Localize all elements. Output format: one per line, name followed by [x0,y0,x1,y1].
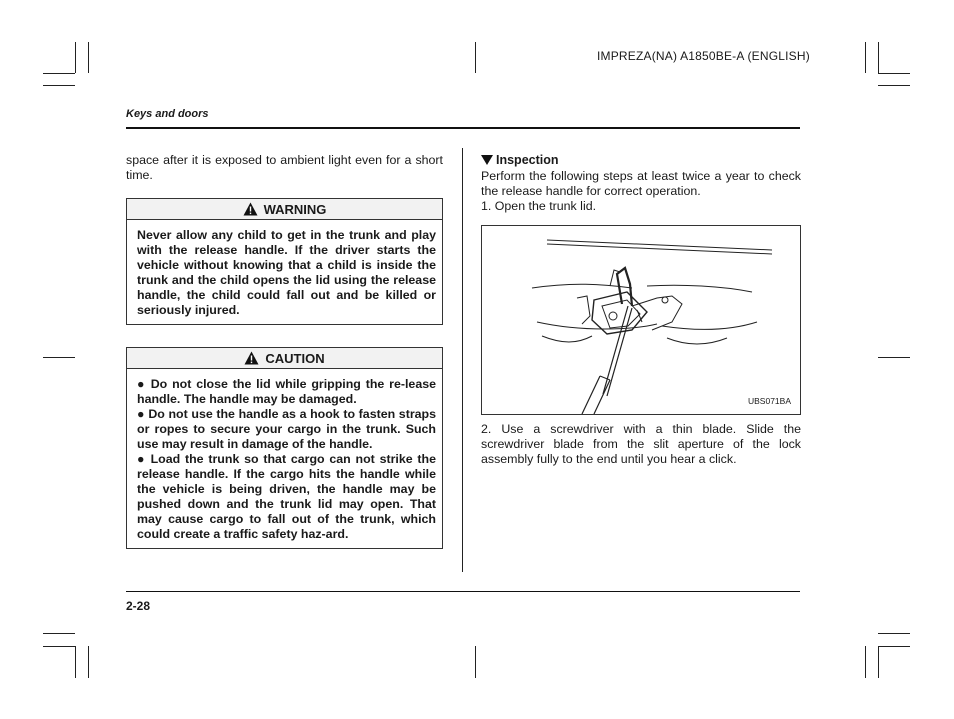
illustration-drawing [482,226,800,414]
caution-body [127,369,442,548]
crop-mark [88,646,89,678]
column-divider [462,148,463,572]
warning-text: Never allow any child to get in the trunk and play with the release handle. If the driver starts the vehicle without knowing that a child is inside the trunk and the child opens the lid using the release handle, the child could fall out and be killed or seriously injured. [137,228,436,317]
inspection-intro: Perform the following steps at least twice a year to check the release handle for correct operation. [481,169,801,198]
step-2: 2. Use a screwdriver with a thin blade. Slide the screwdriver blade from the slit aperture of the lock assembly fully to the end until you hear a click. [481,422,801,466]
crop-mark [75,42,76,73]
crop-mark [878,357,910,358]
step-1: 1. Open the trunk lid. [481,199,597,213]
caution-title: CAUTION [265,350,325,366]
crop-mark [865,42,866,73]
caution-item: ● Do not use the handle as a hook to fasten straps or ropes to secure your cargo in the trunk. Such use may result in damage of the handle. [137,407,436,451]
trunk-lock-illustration [481,225,801,415]
crop-mark [878,42,879,73]
header-rule [126,127,800,129]
crop-mark [878,85,910,86]
crop-mark [43,357,75,358]
crop-mark [878,646,879,678]
section-title: Keys and doors [126,108,209,120]
page-number: 2-28 [126,599,151,613]
warning-title: WARNING [263,201,327,217]
crop-mark [75,646,76,678]
crop-mark [878,633,910,634]
crop-mark [43,646,75,647]
caution-item: ● Do not close the lid while gripping the re-lease handle. The handle may be damaged. [137,377,436,406]
crop-mark [475,42,476,73]
left-column [126,153,443,183]
intro-paragraph: space after it is exposed to ambient light even for a short time. [126,153,443,182]
crop-mark [475,646,476,678]
triangle-down-icon [481,155,493,165]
crop-mark [43,85,75,86]
inspection-heading [481,153,801,167]
document-code: IMPREZA(NA) A1850BE-A (ENGLISH) [597,49,810,63]
caution-box [126,347,443,549]
right-column [481,153,801,214]
footer-rule [126,591,800,592]
caution-header [127,348,442,369]
warning-triangle-icon [244,351,259,365]
crop-mark [878,73,910,74]
crop-mark [865,646,866,678]
right-column-lower [481,422,801,467]
warning-triangle-icon [243,202,258,216]
crop-mark [43,73,75,74]
crop-mark [878,646,910,647]
crop-mark [43,633,75,634]
warning-box [126,198,443,325]
warning-header [127,199,442,220]
caution-item: ● Load the trunk so that cargo can not strike the release handle. If the cargo hits the handle while the vehicle is being driven, the handle may be pushed down and the trunk lid may open. That may cause cargo to fall out of the trunk, which could create a traffic safety haz-ard. [137,452,436,541]
warning-body [127,220,442,324]
figure-label: UBS071BA [748,396,791,406]
inspection-heading-text: Inspection [496,153,559,167]
crop-mark [88,42,89,73]
